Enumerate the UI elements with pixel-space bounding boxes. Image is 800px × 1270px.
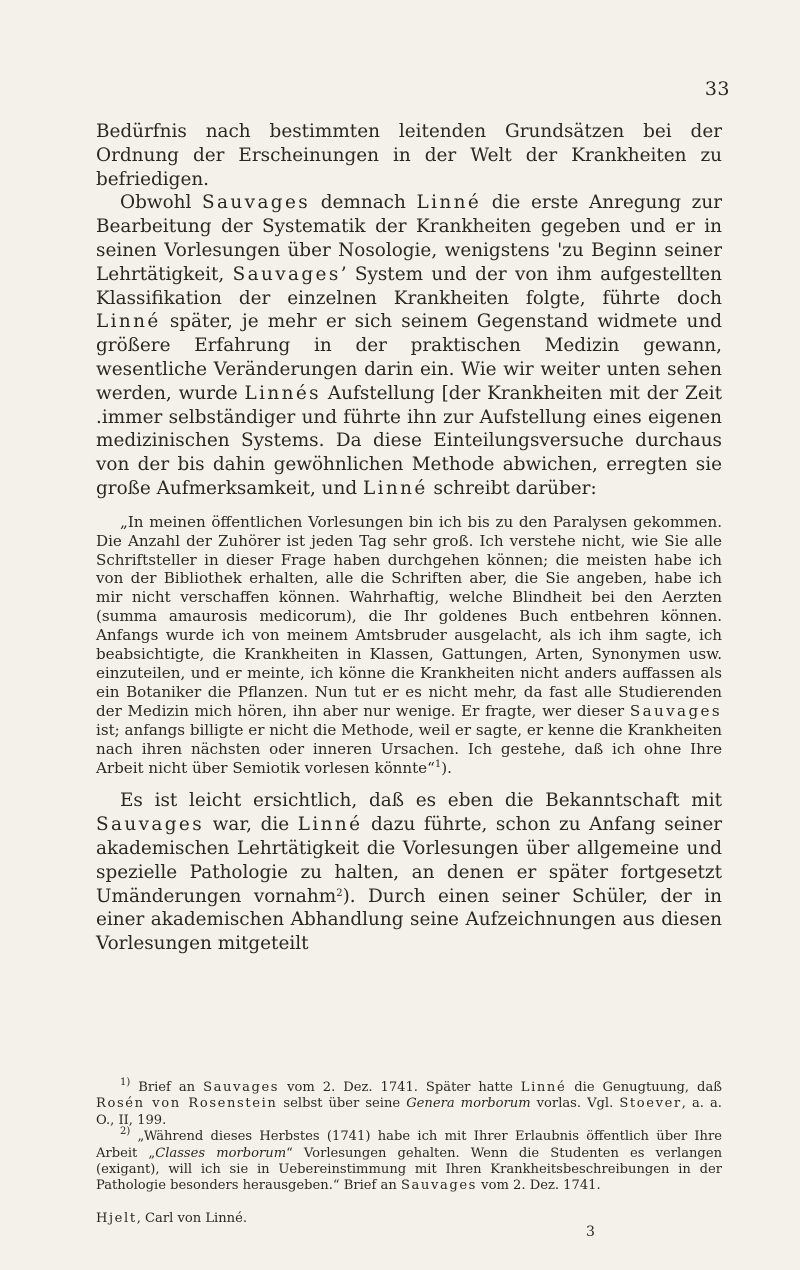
sheet-signature-number: 3: [586, 1224, 595, 1240]
footnote-ref-1[interactable]: 1: [434, 758, 442, 770]
main-text: [96, 120, 722, 956]
paragraph-3: Es ist leicht ersichtlich, daß es eben die Bekanntschaft mit Sauvages war, die Linné dazu führte, schon zu Anfang seiner akademischen Lehrtätigkeit die Vorlesungen über allgemeine und spezielle Pathologie zu halten, an denen er später fortgesetzt Umänderungen vornahm$^2$). Durch einen seiner Schüler, der in einer akademischen Abhandlung seine Aufzeichnungen aus diesen Vorlesungen mitgeteilt: [96, 790, 723, 955]
print-signature-line: Hjelt, Carl von Linné.: [96, 1211, 247, 1226]
footnote-1: $^{1)}$ Brief an Sauvages vom 2. Dez. 1741. Später hatte Linné die Genugtuung, daß Rosén von Rosenstein selbst über seine Genera morborum vorlas. Vgl. Stoever, a. a. O., II, 199.: [96, 1077, 722, 1128]
paragraph-1: Bedürfnis nach bestimmten leitenden Grundsätzen bei der Ordnung der Erscheinungen in der Welt der Krankheiten zu befriedigen.: [96, 121, 722, 190]
footnote-ref-2[interactable]: 2: [336, 887, 343, 899]
footnote-2: $^{2)}$ „Während dieses Herbstes (1741) habe ich mit Ihrer Erlaubnis öffentlich über Ihre Arbeit „Classes morborum“ Vorlesungen gehalten. Wenn die Studenten es verlangen (exigant), will ich sie in Uebereinstimmung mit Ihren Krankheitsbeschreibungen in der Pathologie besonders herausgeben.“ Brief an Sauvages vom 2. Dez. 1741.: [96, 1126, 722, 1194]
footnotes: [96, 1077, 722, 1195]
block-quote: „In meinen öffentlichen Vorlesungen bin ich bis zu den Paralysen gekommen. Die Anzahl der Zuhörer ist jeden Tag sehr groß. Ich verstehe nicht, wie Sie alle Schriftsteller in dieser Frage haben durchgehen können; die meisten habe ich von der Bibliothek erhalten, alle die Schriften aber, die Sie angeben, habe ich mir nicht verschaffen können. Wahrhaftig, welche Blindheit bei den Aerzten (summa amaurosis medicorum), die Ihr goldenes Buch entbehren können. Anfangs wurde ich von meinem Amtsbruder ausgelacht, als ich ihm sagte, ich beabsichtigte, die Krankheiten in Klassen, Gattungen, Arten, Synonymen usw. einzuteilen, und er meinte, ich könne die Krankheiten nicht anders auffassen als ein Botaniker die Pflanzen. Nun tut er es nicht mehr, da fast alle Studierenden der Medizin mich hören, ihn aber nur wenige. Er fragte, wer dieser Sauvages ist; anfangs billigte er nicht die Methode, weil er sagte, er kenne die Krankheiten nach ihren nächsten oder inneren Ursachen. Ich gestehe, daß ich ohne Ihre Arbeit nicht über Semiotik vorlesen könnte“$^1$).: [96, 512, 722, 777]
page-number: 33: [704, 78, 730, 100]
paragraph-2: Obwohl Sauvages demnach Linné die erste Anregung zur Bearbeitung der Systematik der Krankheiten gegeben und er in seinen Vorlesungen über Nosologie, wenigstens 'zu Beginn seiner Lehrtätigkeit, Sauvages’ System und der von ihm aufgestellten Klassifikation der einzelnen Krankheiten folgte, führte doch Linné später, je mehr er sich seinem Gegenstand widmete und größere Erfahrung in der praktischen Medizin gewann, wesentliche Veränderungen darin ein. Wie wir weiter unten sehen werden, wurde Linnés Aufstellung [der Krankheiten mit der Zeit .immer selbständiger und führte ihn zur Aufstellung eines eigenen medizinischen Systems. Da diese Einteilungsversuche durchaus von der bis dahin gewöhnlichen Methode abwichen, erregten sie große Aufmerksamkeit, und Linné schreibt darüber:: [96, 192, 722, 499]
